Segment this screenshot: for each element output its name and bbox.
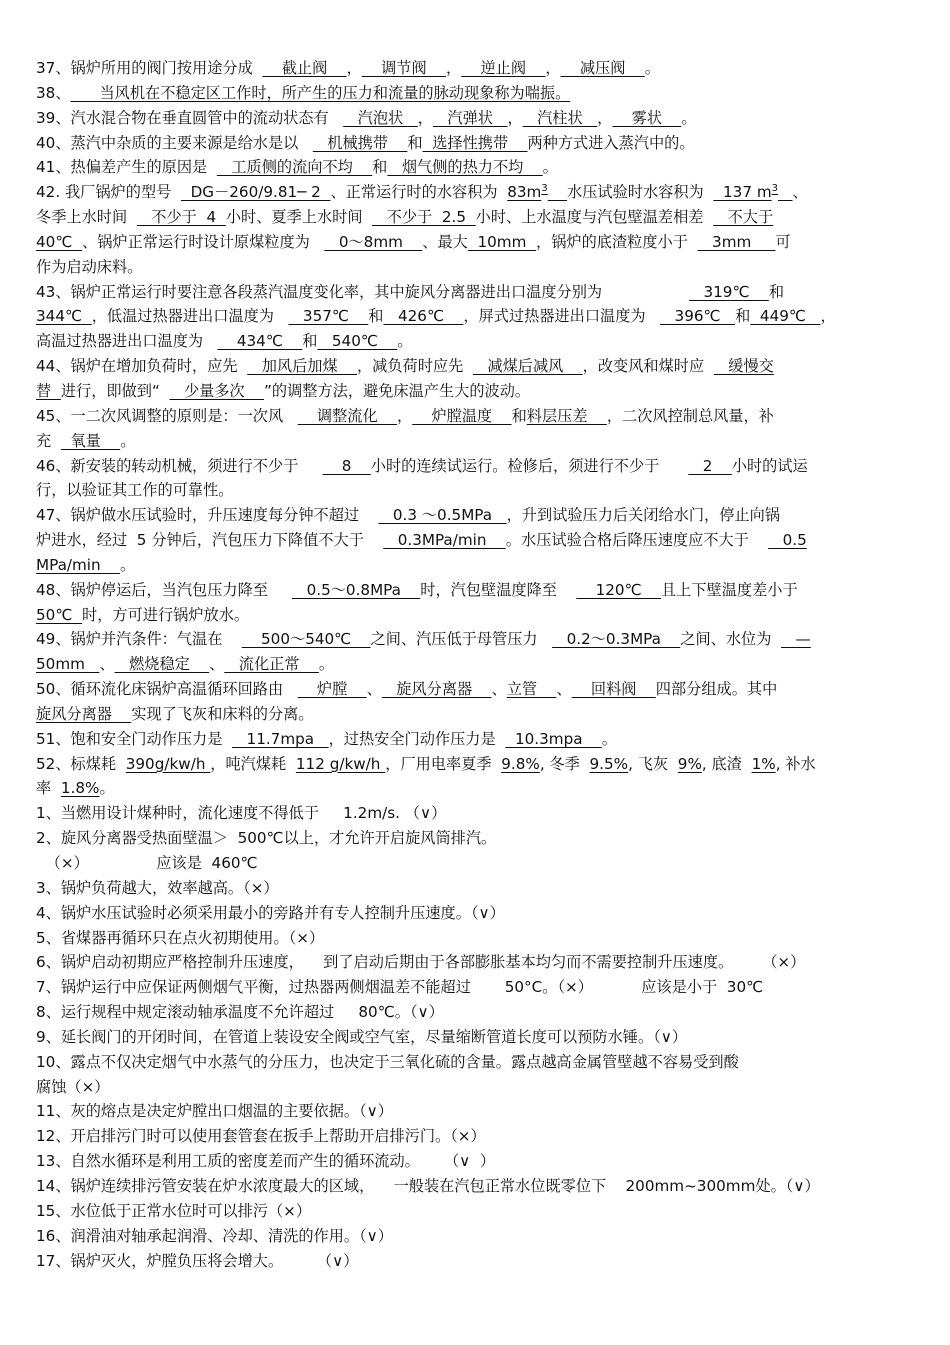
text-line bbox=[36, 379, 916, 404]
line-text: 实现了飞灰和床料的分离。 bbox=[131, 704, 314, 723]
line-text: ”的调整方法，避免床温产生大的波动。 bbox=[264, 381, 531, 400]
line-text: ，升到试验压力后关闭给水门，停止向锅 bbox=[506, 506, 780, 525]
line-text: 充 bbox=[36, 431, 61, 450]
answer-blank: 立管 bbox=[506, 680, 557, 699]
answer-blank: 1.8% bbox=[60, 779, 100, 798]
answer-blank: 120℃ bbox=[576, 580, 661, 599]
line-text: 41、热偏差产生的原因是 bbox=[36, 158, 217, 177]
line-text: 两种方式进入蒸汽中的。 bbox=[527, 133, 695, 152]
line-text: 4、锅炉水压试验时必须采用最小的旁路并有专人控制升压速度。（∨） bbox=[36, 903, 505, 922]
line-text: 。 bbox=[99, 779, 115, 798]
line-text: 行，以验证其工作的可靠性。 bbox=[36, 481, 234, 500]
answer-blank: 449℃ bbox=[750, 307, 821, 326]
answer-blank: DG－260/9.81─ 2 bbox=[180, 183, 331, 202]
answer-blank: 396℃ bbox=[660, 307, 736, 326]
text-line bbox=[36, 1199, 916, 1224]
answer-blank: 50mm bbox=[36, 655, 100, 674]
text-line bbox=[36, 677, 916, 702]
line-text: 且上下壁温度差小于 bbox=[660, 580, 798, 599]
line-text: 、最大 bbox=[422, 232, 468, 251]
answer-blank: 汽泡状 bbox=[343, 108, 418, 127]
line-text: 和 bbox=[511, 406, 527, 425]
text-line bbox=[36, 404, 916, 429]
line-text: ，减负荷时应先 bbox=[356, 357, 473, 376]
text-line bbox=[36, 106, 916, 131]
text-line bbox=[36, 56, 916, 81]
answer-blank: 1% bbox=[751, 754, 776, 773]
line-text: 。 bbox=[318, 655, 335, 674]
text-line bbox=[36, 702, 916, 727]
line-text: 13、自然水循环是利用工质的密度差而产生的循环流动。 （∨ ） bbox=[36, 1152, 496, 1171]
text-line bbox=[36, 304, 916, 329]
answer-blank: MPa/min bbox=[36, 555, 120, 574]
text-line bbox=[36, 1224, 916, 1249]
line-text: 9、延长阀门的开闭时间，在管道上装设安全阀或空气室，尽量缩断管道长度可以预防水锤。（∨） bbox=[36, 1027, 688, 1046]
line-text: 、 bbox=[491, 680, 507, 699]
line-text: 52、标煤耗 bbox=[36, 754, 126, 773]
answer-blank: 少量多次 bbox=[169, 381, 265, 400]
line-text: 可 bbox=[775, 232, 791, 251]
line-text: 。 bbox=[681, 108, 697, 127]
line-text: ， bbox=[597, 108, 613, 127]
line-text: 6、锅炉启动初期应严格控制升压速度， 到了启动后期由于各部膨胀基本均匀而不需要控制升压速度。 （×） bbox=[36, 953, 806, 972]
text-line bbox=[36, 503, 916, 528]
line-text: 水压试验时水容积为 bbox=[567, 183, 714, 202]
line-text: 16、润滑油对轴承起润滑、冷却、清洗的作用。（∨） bbox=[36, 1226, 393, 1245]
answer-blank: 逆止阀 bbox=[461, 59, 546, 77]
line-text: 37、锅炉所用的阀门按用途分成 bbox=[36, 59, 263, 77]
line-text: 7、锅炉运行中应保证两侧烟气平衡，过热器两侧烟温差不能超过 50°C。（×） 应该是小于 30℃ bbox=[36, 978, 764, 997]
answer-blank: 炉膛温度 bbox=[412, 406, 512, 425]
line-text: ， bbox=[445, 59, 462, 77]
line-text: （×） 应该是 460℃ bbox=[36, 854, 258, 872]
answer-blank: 426℃ bbox=[383, 307, 464, 326]
line-text: 48、锅炉停运后，当汽包压力降至 bbox=[36, 580, 293, 599]
answer-blank: 燃烧稳定 bbox=[114, 655, 210, 674]
line-text: 43、锅炉正常运行时要注意各段蒸汽温度变化率，其中旋风分离器进出口温度分别为 bbox=[36, 282, 689, 301]
line-text: ，屏式过热器进出口温度为 bbox=[463, 307, 661, 326]
line-text: 时，汽包壁温度降至 bbox=[420, 580, 577, 599]
text-line bbox=[36, 603, 916, 628]
answer-blank: 50℃ bbox=[36, 605, 83, 624]
line-text: ， bbox=[417, 108, 433, 127]
text-line bbox=[36, 876, 916, 901]
answer-blank: 357℃ bbox=[288, 307, 369, 326]
answer-blank: 烟气侧的热力不均 bbox=[387, 158, 543, 177]
document-body bbox=[36, 56, 916, 1273]
line-text: 作为启动床料。 bbox=[36, 257, 143, 276]
text-line bbox=[36, 354, 916, 379]
text-line bbox=[36, 155, 916, 180]
text-line bbox=[36, 205, 916, 230]
line-text: 12、开启排污门时可以使用套管套在扳手上帮助开启排污门。（×） bbox=[36, 1127, 486, 1146]
answer-blank: 0.5 bbox=[768, 531, 807, 550]
line-text: ，过热安全门动作压力是 bbox=[328, 729, 506, 748]
line-text: 。 bbox=[542, 158, 558, 177]
answer-blank: 不大于 bbox=[713, 208, 774, 227]
answer-blank: 9% bbox=[677, 754, 702, 773]
text-line bbox=[36, 280, 916, 305]
line-text: 44、锅炉在增加负荷时，应先 bbox=[36, 357, 248, 376]
answer-blank: 3mm bbox=[697, 232, 776, 251]
answer-blank: 调整流化 bbox=[297, 406, 397, 425]
answer-blank: 8 bbox=[322, 456, 371, 475]
line-text: 腐蚀（×） bbox=[36, 1077, 110, 1096]
answer-blank bbox=[778, 183, 792, 201]
answer-blank: 10.3mpa bbox=[505, 729, 602, 748]
line-text: 。 bbox=[397, 332, 413, 351]
answer-blank: 0.2～0.3MPa bbox=[552, 630, 681, 649]
line-text: 42. 我厂锅炉的型号 bbox=[36, 183, 181, 202]
text-line bbox=[36, 851, 916, 876]
answer-blank: 319℃ bbox=[688, 282, 769, 301]
line-text: , 补水 bbox=[775, 754, 816, 773]
answer-blank: 减煤后减风 bbox=[472, 357, 583, 376]
line-text: ，二次风控制总风量，补 bbox=[606, 406, 774, 425]
text-line bbox=[36, 329, 916, 354]
text-line bbox=[36, 652, 916, 677]
answer-blank: 0～8mm bbox=[324, 232, 423, 251]
line-text: 40、蒸汽中杂质的主要来源是给水是以 bbox=[36, 133, 313, 152]
answer-blank: 工质侧的流向不均 bbox=[216, 158, 373, 177]
line-text: 之间、水位为 bbox=[680, 630, 782, 649]
line-text: 11、灰的熔点是决定炉膛出口烟温的主要依据。（∨） bbox=[36, 1102, 393, 1121]
line-text: 。 bbox=[119, 555, 136, 574]
answer-blank: 2 bbox=[688, 456, 732, 475]
answer-blank: 540℃ bbox=[317, 332, 398, 351]
line-text: 冬季上水时间 bbox=[36, 208, 137, 227]
answer-blank: — bbox=[781, 630, 811, 649]
answer-blank: 炉膛 bbox=[297, 680, 367, 699]
text-line bbox=[36, 528, 916, 553]
line-text: 、 bbox=[792, 183, 808, 202]
line-text: 51、饱和安全门动作压力是 bbox=[36, 729, 233, 748]
line-text: , 冬季 bbox=[539, 754, 590, 773]
line-text: 38、 bbox=[36, 83, 71, 102]
line-text: 四部分组成。其中 bbox=[655, 680, 778, 699]
line-text: 、 bbox=[366, 680, 382, 699]
answer-blank: 500～540℃ bbox=[241, 630, 371, 649]
line-text: 进行，即做到“ bbox=[60, 381, 170, 400]
line-text: 、 bbox=[99, 655, 115, 674]
line-text: 15、水位低于正常水位时可以排污（×） bbox=[36, 1201, 312, 1220]
text-line bbox=[36, 1075, 916, 1100]
text-line bbox=[36, 230, 916, 255]
line-text: 炉进水，经过 5 分钟后，汽包压力下降值不大于 bbox=[36, 531, 384, 550]
line-text: 14、锅炉连续排污管安装在炉水浓度最大的区域， 一般装在汽包正常水位既零位下 200mm~300mm处。（∨） bbox=[36, 1176, 820, 1195]
answer-blank: 回料阀 bbox=[571, 680, 656, 699]
line-text: ，改变风和煤时应 bbox=[582, 357, 714, 376]
text-line bbox=[36, 901, 916, 926]
text-line bbox=[36, 429, 916, 454]
line-text: 和 bbox=[302, 332, 318, 351]
line-text: 率 bbox=[36, 779, 61, 798]
line-text: 高温过热器进出口温度为 bbox=[36, 332, 218, 351]
line-text: 45、一二次风调整的原则是：一次风 bbox=[36, 406, 298, 425]
answer-blank: 40℃ bbox=[36, 232, 83, 251]
line-text: 。 bbox=[644, 59, 660, 77]
answer-blank: 83m bbox=[507, 183, 542, 202]
answer-blank: 加风后加煤 bbox=[247, 357, 357, 376]
answer-blank: 0.3 ～0.5MPa bbox=[378, 506, 507, 525]
answer-blank: 选择性携带 bbox=[422, 133, 528, 152]
line-text: 17、锅炉灭火，炉膛负压将会增大。 （∨） bbox=[36, 1251, 359, 1270]
answer-blank: 434℃ bbox=[217, 332, 303, 351]
line-text: 。 bbox=[601, 729, 618, 748]
line-text: , 飞灰 bbox=[628, 754, 678, 773]
answer-blank: 调节阀 bbox=[361, 59, 446, 77]
line-text: 和 bbox=[735, 307, 751, 326]
answer-blank: 0.5～0.8MPa bbox=[292, 580, 421, 599]
answer-blank: 0.3MPa/min bbox=[383, 531, 506, 550]
line-text: ， bbox=[397, 406, 413, 425]
line-text: ， bbox=[820, 307, 836, 326]
answer-blank: 机械携带 bbox=[312, 133, 408, 152]
text-line bbox=[36, 776, 916, 801]
line-text: 、 bbox=[209, 655, 225, 674]
text-line bbox=[36, 950, 916, 975]
answer-blank: 不少于 4 bbox=[136, 208, 226, 227]
answer-blank: 旋风分离器 bbox=[36, 704, 132, 723]
text-line bbox=[36, 1025, 916, 1050]
line-text: 之间、汽压低于母管压力 bbox=[370, 630, 553, 649]
line-text: 时，方可进行锅炉放水。 bbox=[82, 605, 250, 624]
answer-blank: 流化正常 bbox=[224, 655, 319, 674]
answer-blank: 3 bbox=[771, 183, 779, 195]
text-line bbox=[36, 553, 916, 578]
line-text: 3、锅炉负荷越大，效率越高。（×） bbox=[36, 878, 279, 897]
answer-blank: 当风机在不稳定区工作时，所产生的压力和流量的脉动现象称为喘振。 bbox=[70, 83, 571, 102]
answer-blank: 替 bbox=[36, 381, 61, 400]
line-text: 和 bbox=[368, 307, 384, 326]
text-line bbox=[36, 926, 916, 951]
text-line bbox=[36, 1124, 916, 1149]
line-text: 10、露点不仅决定烟气中水蒸气的分压力，也决定于三氧化硫的含量。露点越高金属管壁越不容易受到酸 bbox=[36, 1052, 739, 1071]
line-text: ， bbox=[507, 108, 523, 127]
line-text: 小时、上水温度与汽包壁温差相差 bbox=[475, 208, 714, 227]
line-text: ，锅炉的底渣粒度小于 bbox=[536, 232, 698, 251]
text-line bbox=[36, 826, 916, 851]
line-text: ，厂用电率夏季 bbox=[385, 754, 502, 773]
text-line bbox=[36, 801, 916, 826]
line-text: ，低温过热器进出口温度为 bbox=[91, 307, 289, 326]
text-line bbox=[36, 131, 916, 156]
answer-blank: 氧量 bbox=[60, 431, 121, 450]
line-text: , 底渣 bbox=[701, 754, 752, 773]
line-text: 小时的试运 bbox=[731, 456, 808, 475]
text-line bbox=[36, 1000, 916, 1025]
line-text: 小时、夏季上水时间 bbox=[225, 208, 373, 227]
line-text: 。 bbox=[120, 431, 136, 450]
line-text: 5、省煤器再循环只在点火初期使用。（×） bbox=[36, 928, 325, 947]
text-line bbox=[36, 1249, 916, 1274]
line-text: 8、运行规程中规定滚动轴承温度不允许超过 80℃。（∨） bbox=[36, 1003, 444, 1022]
line-text: 、锅炉正常运行时设计原煤粒度为 bbox=[82, 232, 325, 251]
text-line bbox=[36, 180, 916, 205]
text-line bbox=[36, 1174, 916, 1199]
text-line bbox=[36, 1099, 916, 1124]
line-text: 和 bbox=[407, 133, 423, 152]
answer-blank: 3 bbox=[541, 183, 548, 195]
text-line bbox=[36, 627, 916, 652]
line-text: 和 bbox=[768, 282, 785, 301]
line-text: ，吨汽煤耗 bbox=[210, 754, 296, 773]
line-text: 46、新安装的转动机械，须进行不少于 bbox=[36, 456, 323, 475]
line-text: 2、旋风分离器受热面壁温＞ 500℃以上，才允许开启旋风筒排汽。 bbox=[36, 829, 497, 848]
text-line bbox=[36, 578, 916, 603]
answer-blank: 缓慢交 bbox=[713, 357, 774, 376]
line-text: ， bbox=[346, 59, 362, 77]
answer-blank: 料层压差 bbox=[526, 406, 607, 425]
answer-blank: 雾状 bbox=[612, 108, 682, 127]
line-text: 49、锅炉并汽条件：气温在 bbox=[36, 630, 242, 649]
text-line bbox=[36, 454, 916, 479]
answer-blank: 汽柱状 bbox=[522, 108, 598, 127]
answer-blank: 旋风分离器 bbox=[381, 680, 492, 699]
answer-blank: 390g/kw/h bbox=[125, 754, 211, 773]
line-text: 50、循环流化床锅炉高温循环回路由 bbox=[36, 680, 298, 699]
answer-blank: 减压阀 bbox=[560, 59, 645, 77]
answer-blank: 112 g/kw/h bbox=[295, 754, 386, 773]
text-line bbox=[36, 1149, 916, 1174]
line-text: 小时的连续试运行。检修后，须进行不少于 bbox=[370, 456, 689, 475]
line-text: 39、汽水混合物在垂直圆管中的流动状态有 bbox=[36, 108, 344, 127]
text-line bbox=[36, 727, 916, 752]
answer-blank: 截止阀 bbox=[262, 59, 347, 77]
answer-blank: 9.5% bbox=[589, 754, 629, 773]
answer-blank: 不少于 2.5 bbox=[372, 208, 476, 227]
line-text: 47、锅炉做水压试验时，升压速度每分钟不超过 bbox=[36, 506, 379, 525]
line-text: 1、当燃用设计煤种时，流化速度不得低于 1.2m/s. （∨） bbox=[36, 804, 447, 823]
answer-blank: 9.8% bbox=[501, 754, 540, 773]
answer-blank: 344℃ bbox=[36, 307, 92, 326]
text-line bbox=[36, 478, 916, 503]
answer-blank: 汽弹状 bbox=[432, 108, 508, 127]
text-line bbox=[36, 1050, 916, 1075]
text-line bbox=[36, 975, 916, 1000]
line-text: ， bbox=[545, 59, 561, 77]
text-line bbox=[36, 255, 916, 280]
text-line bbox=[36, 81, 916, 106]
answer-blank: 137 m bbox=[713, 183, 772, 202]
text-line bbox=[36, 752, 916, 777]
answer-blank: 10mm bbox=[467, 232, 537, 251]
answer-blank bbox=[548, 183, 567, 201]
line-text: 、 bbox=[556, 680, 572, 699]
line-text: 。水压试验合格后降压速度应不大于 bbox=[505, 531, 769, 550]
answer-blank: 11.7mpa bbox=[232, 729, 329, 748]
line-text: 、正常运行时的水容积为 bbox=[330, 183, 508, 202]
line-text: 和 bbox=[372, 158, 388, 177]
